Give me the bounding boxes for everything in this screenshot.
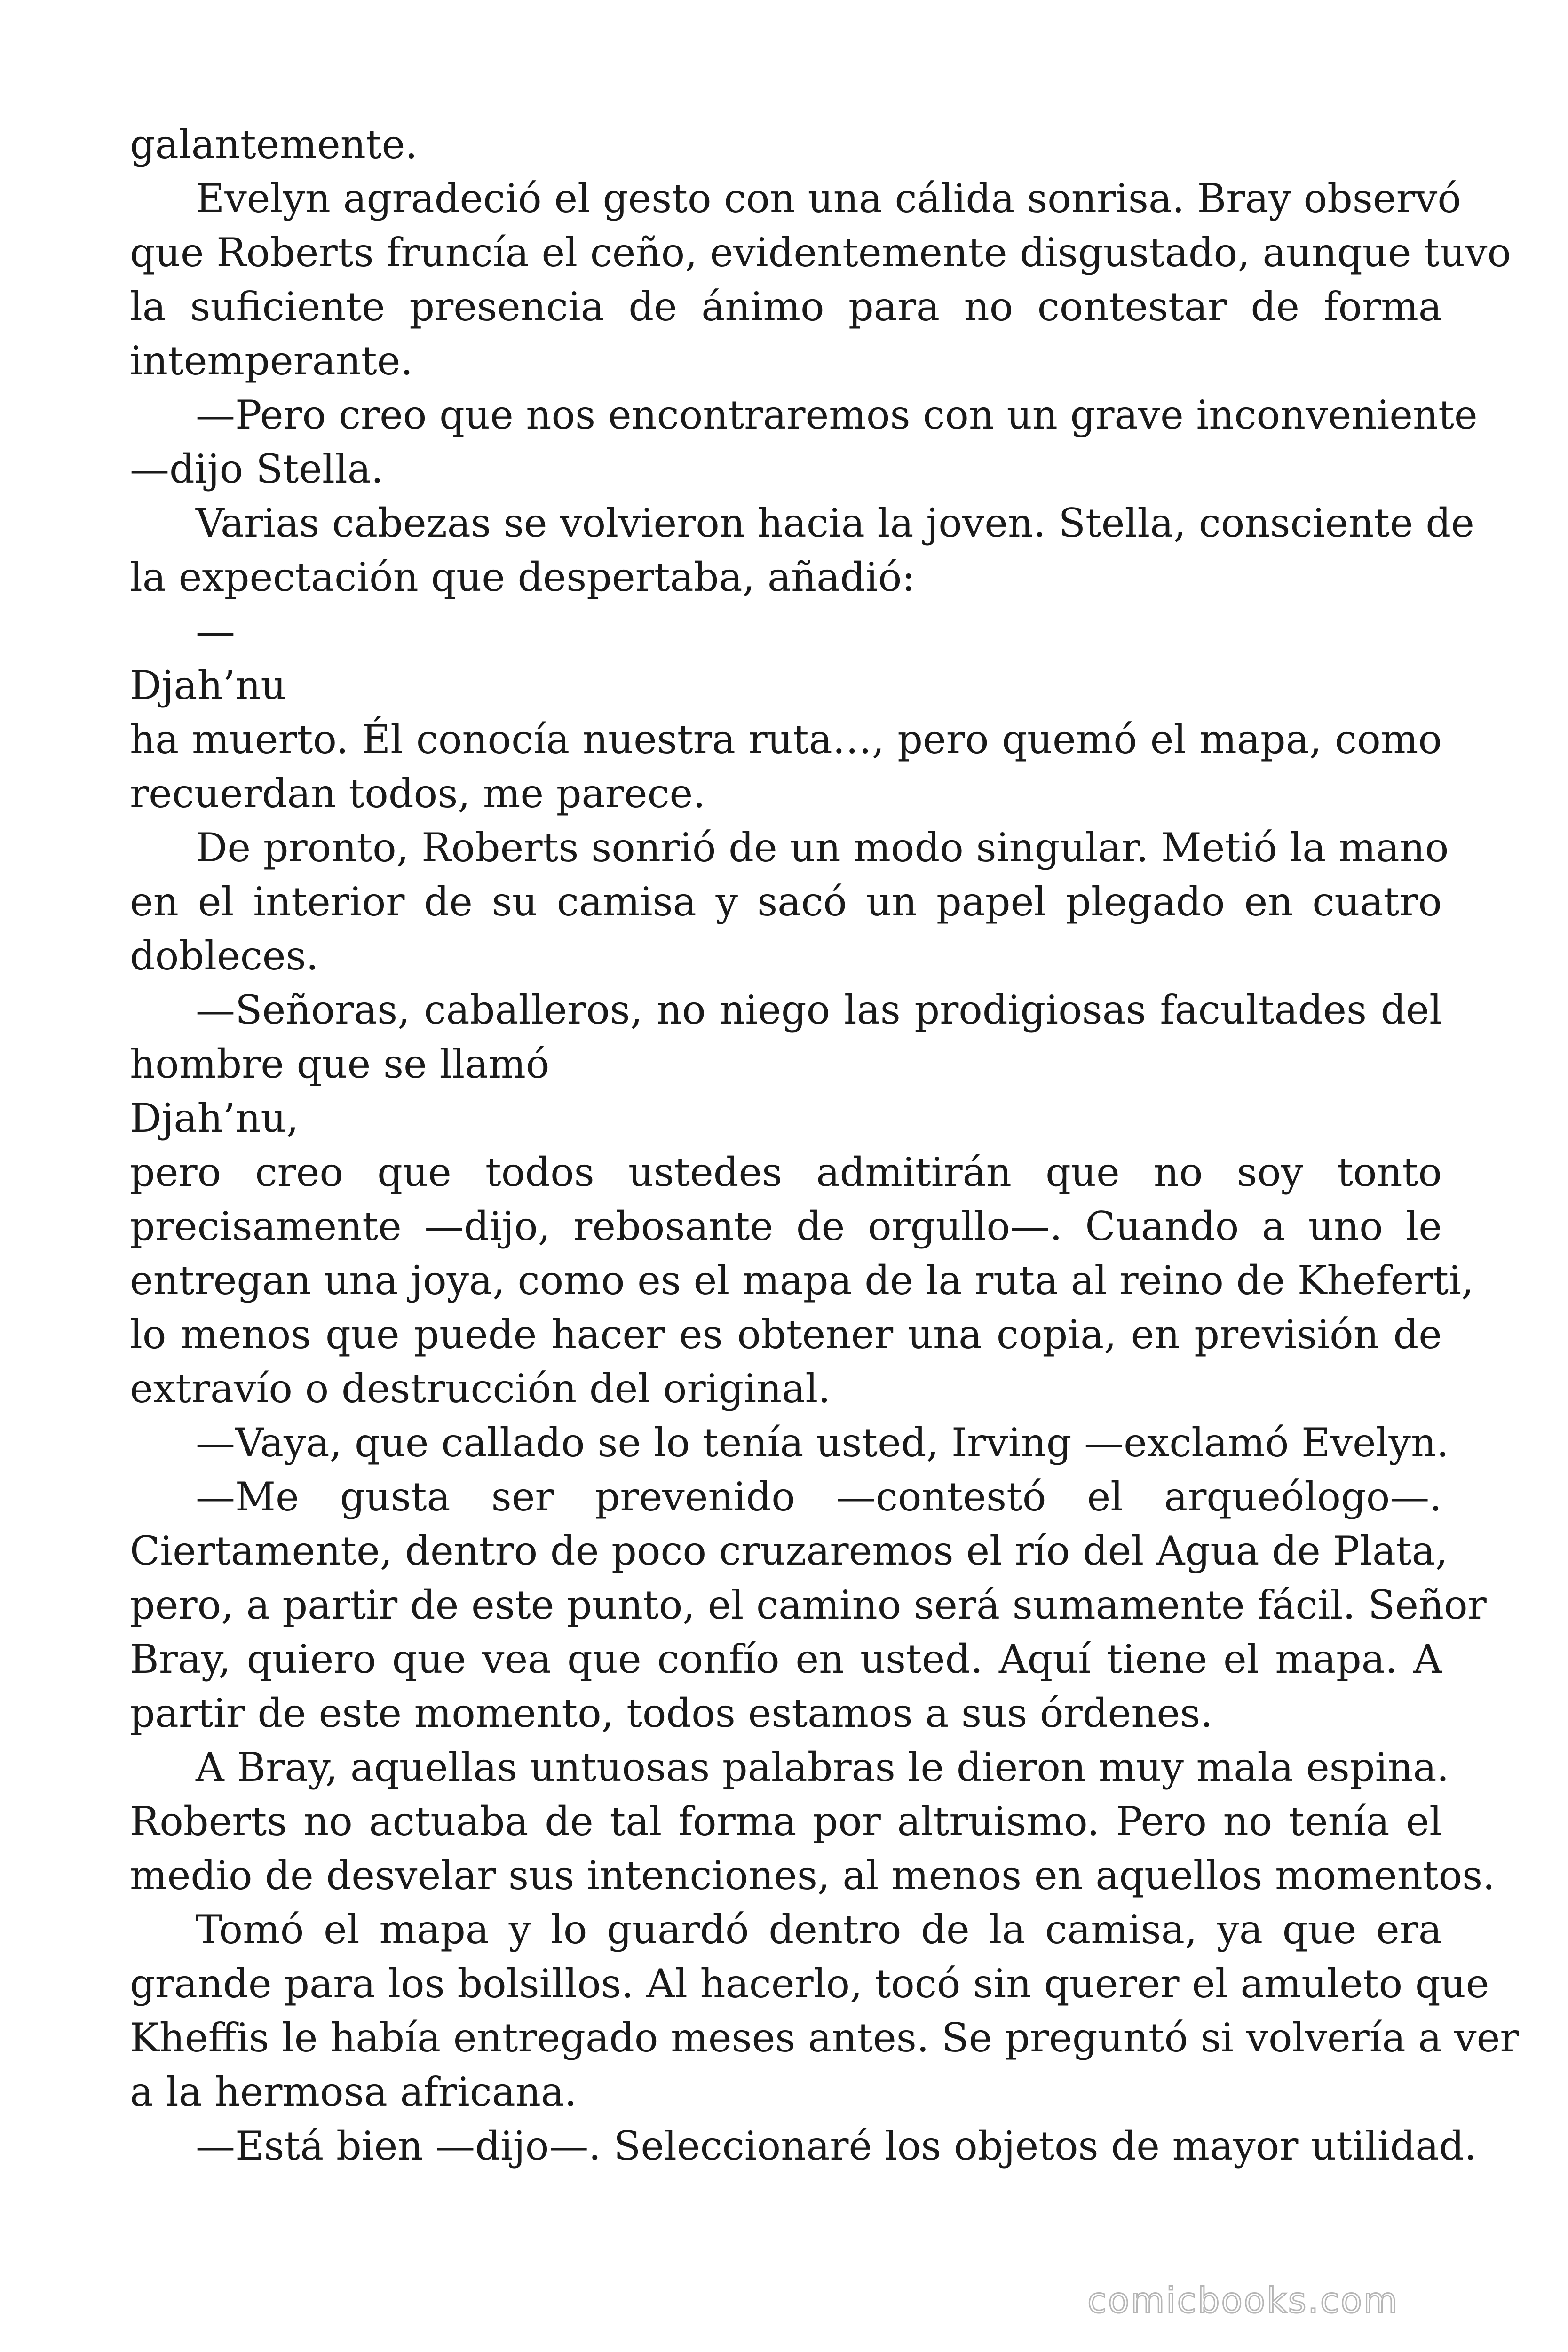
text-line: dobleces. [130,933,319,979]
text-line: recuerdan todos, me parece. [130,771,705,817]
text-line: —dijo Stella. [130,446,384,492]
text-line: hombre que se llamó [130,1041,550,1087]
text-line: a la hermosa africana. [130,2069,577,2115]
text-line: De pronto, Roberts sonrió de un modo singular. Metió la mano [196,825,1449,871]
text-line: —Pero creo que nos encontraremos con un grave inconveniente [196,392,1478,438]
text-line: grande para los bolsillos. Al hacerlo, tocó sin querer el amuleto que [130,1961,1489,2007]
text-line: Evelyn agradeció el gesto con una cálida sonrisa. Bray observó [196,175,1461,222]
text-line: Djah’nu, [130,1095,299,1141]
text-line: Tomó el mapa y lo guardó dentro de la camisa, ya que era [196,1907,1442,1953]
text-line: —Me gusta ser prevenido —contestó el arqueólogo—. [196,1474,1442,1520]
text-line: precisamente —dijo, rebosante de orgullo—. Cuando a uno le [130,1203,1442,1249]
text-line: Djah’nu [130,662,286,708]
text-line: Roberts no actuaba de tal forma por altruismo. Pero no tenía el [130,1798,1442,1844]
text-line: galantemente. [130,121,418,167]
text-line: — [196,608,235,654]
text-line: medio de desvelar sus intenciones, al menos en aquellos momentos. [130,1852,1495,1899]
text-line: entregan una joya, como es el mapa de la ruta al reino de Kheferti, [130,1257,1474,1303]
text-line: en el interior de su camisa y sacó un papel plegado en cuatro [130,879,1442,925]
text-line: Bray, quiero que vea que confío en usted. Aquí tiene el mapa. A [130,1636,1442,1682]
text-line: extravío o destrucción del original. [130,1366,831,1412]
text-line: la suficiente presencia de ánimo para no contestar de forma [130,284,1442,330]
text-line: partir de este momento, todos estamos a sus órdenes. [130,1690,1213,1736]
text-line: Ciertamente, dentro de poco cruzaremos el río del Agua de Plata, [130,1528,1448,1574]
book-page [130,0,1519,2352]
body-text [130,118,1519,2173]
text-line: la expectación que despertaba, añadió: [130,554,915,600]
text-line: ha muerto. Él conocía nuestra ruta…, pero quemó el mapa, como [130,716,1442,763]
text-line: pero, a partir de este punto, el camino será sumamente fácil. Señor [130,1582,1487,1628]
text-line: —Está bien —dijo—. Seleccionaré los objetos de mayor utilidad. [196,2123,1477,2169]
text-line: —Vaya, que callado se lo tenía usted, Irving —exclamó Evelyn. [196,1420,1449,1466]
text-line: pero creo que todos ustedes admitirán que no soy tonto [130,1149,1442,1195]
watermark-logo: comicbooks.com [1087,2280,1399,2321]
text-line: Kheffis le había entregado meses antes. Se preguntó si volvería a ver [130,2015,1519,2061]
text-line: —Señoras, caballeros, no niego las prodigiosas facultades del [196,987,1442,1033]
text-line: intemperante. [130,338,413,384]
text-line: que Roberts fruncía el ceño, evidentemente disgustado, aunque tuvo [130,230,1512,276]
text-line: lo menos que puede hacer es obtener una copia, en previsión de [130,1311,1442,1358]
text-line: Varias cabezas se volvieron hacia la joven. Stella, consciente de [196,500,1474,546]
text-line: A Bray, aquellas untuosas palabras le dieron muy mala espina. [196,1744,1449,1790]
